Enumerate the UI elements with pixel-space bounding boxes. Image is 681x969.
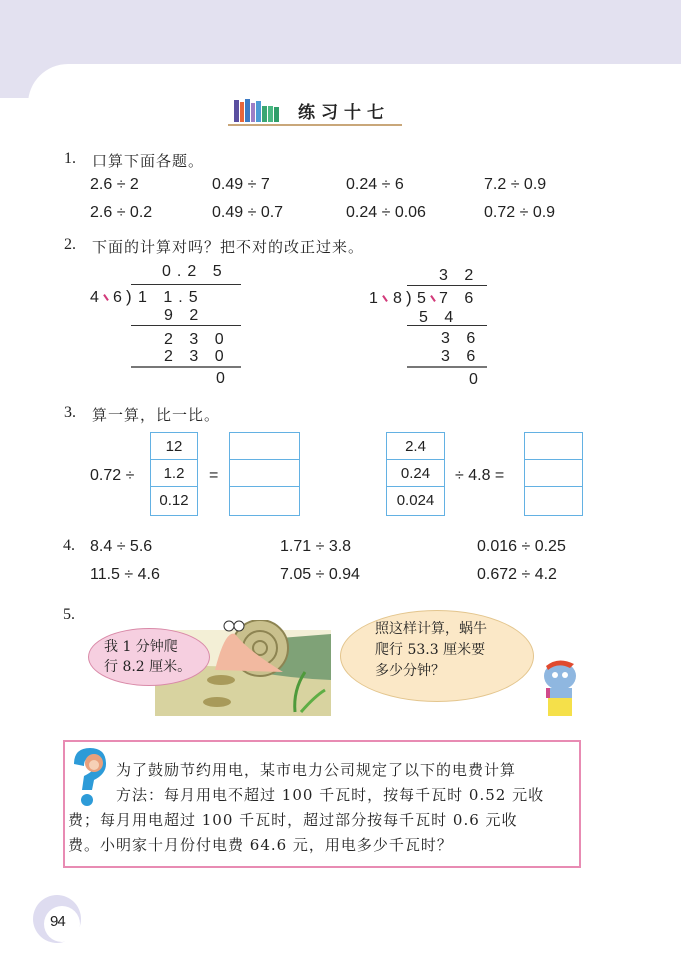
dividend-cell: 0.24 <box>387 460 444 487</box>
page-title-banner <box>228 96 402 126</box>
divisor-digit: 1 <box>369 290 378 307</box>
step: 3 6 <box>441 330 482 347</box>
q1-item: 0.24 ÷ 0.06 <box>346 204 426 221</box>
step: 2 3 0 <box>164 348 230 365</box>
step: 2 3 0 <box>164 331 230 348</box>
answer-box[interactable] <box>525 433 582 460</box>
bubble-line: 照这样计算，蜗牛 <box>375 621 487 637</box>
q3-left-divisor-stack <box>150 432 198 516</box>
q4-number: 4. <box>63 537 75 554</box>
answer-box[interactable] <box>525 487 582 514</box>
dividend: 7 6 <box>439 290 480 307</box>
divisor-cell: 0.12 <box>159 492 189 509</box>
q3-prompt: 算一算，比一比。 <box>92 406 221 424</box>
correction-mark <box>430 295 436 302</box>
dividend: 1 1.5 <box>138 289 204 306</box>
q4-item: 8.4 ÷ 5.6 <box>90 538 153 555</box>
quotient: 3 2 <box>439 267 480 284</box>
q3-right-answer-stack[interactable] <box>524 432 583 516</box>
division-bracket: ) <box>406 288 412 307</box>
q4-item: 11.5 ÷ 4.6 <box>90 566 160 583</box>
answer-box[interactable] <box>230 433 299 460</box>
step: 9 2 <box>164 307 205 324</box>
divisor-digit: 8 <box>393 290 402 307</box>
step-line <box>131 325 241 326</box>
dividend-cell: 0.024 <box>396 492 435 509</box>
step-line <box>407 366 487 368</box>
challenge-line: 费；每月用电超过 100 千瓦时，超过部分按每千瓦时 0.6 元收 <box>68 811 518 829</box>
q1-item: 7.2 ÷ 0.9 <box>484 176 547 193</box>
dividend-cell: 2.4 <box>387 433 444 460</box>
challenge-line: 为了鼓励节约用电，某市电力公司规定了以下的电费计算 <box>116 761 517 779</box>
bubble-line: 行 8.2 厘米。 <box>104 659 192 675</box>
bookshelf-icon <box>230 98 286 122</box>
challenge-line: 费。小明家十月份付电费 64.6 元，用电多少千瓦时？ <box>68 836 453 854</box>
division-bar <box>131 284 241 285</box>
bubble-line: 爬行 53.3 厘米要 <box>375 642 486 658</box>
q1-item: 0.49 ÷ 0.7 <box>212 204 284 221</box>
step: 5 4 <box>419 309 460 326</box>
divisor-cell: 1.2 <box>151 460 197 487</box>
remainder: 0 <box>216 370 231 387</box>
page-title: 练习十七 <box>298 103 390 123</box>
correction-mark <box>103 294 109 301</box>
q1-item: 2.6 ÷ 2 <box>90 176 139 193</box>
division-bar <box>407 285 487 286</box>
q1-item: 0.24 ÷ 6 <box>346 176 404 193</box>
answer-box[interactable] <box>525 460 582 487</box>
divisor-digit: 4 <box>90 289 99 306</box>
q1-item: 0.49 ÷ 7 <box>212 176 270 193</box>
divisor-digit: 6 <box>113 289 122 306</box>
q3-number: 3. <box>64 404 76 421</box>
bubble-line: 我 1 分钟爬 <box>104 639 178 655</box>
challenge-line: 方法：每月用电不超过 100 千瓦时，按每千瓦时 0.52 元收 <box>116 786 545 804</box>
q3-left-answer-stack[interactable] <box>229 432 300 516</box>
cat-character-icon <box>536 658 584 722</box>
q3-right-suffix: ÷ 4.8 = <box>455 467 505 484</box>
challenge-text <box>68 758 576 858</box>
page-number: 94 <box>50 913 65 930</box>
remainder: 0 <box>469 371 484 388</box>
q4-item: 0.672 ÷ 4.2 <box>477 566 557 583</box>
snail-speech-text <box>104 637 204 677</box>
q4-item: 7.05 ÷ 0.94 <box>280 566 360 583</box>
q3-right-dividend-stack <box>386 432 445 516</box>
division-bracket: ) <box>126 287 132 306</box>
q1-prompt: 口算下面各题。 <box>92 152 205 170</box>
q1-item: 0.72 ÷ 0.9 <box>484 204 556 221</box>
answer-box[interactable] <box>230 460 299 487</box>
q3-left-prefix: 0.72 ÷ <box>90 467 135 484</box>
divisor-cell: 12 <box>151 433 197 460</box>
q2-number: 2. <box>64 236 76 253</box>
q5-number: 5. <box>63 606 75 623</box>
step-line <box>407 325 487 326</box>
quotient: 0.2 5 <box>162 263 228 280</box>
q2-prompt: 下面的计算对吗？把不对的改正过来。 <box>92 238 365 256</box>
correction-mark <box>382 295 388 302</box>
bubble-line: 多少分钟？ <box>375 663 445 679</box>
q1-item: 2.6 ÷ 0.2 <box>90 204 153 221</box>
step: 3 6 <box>441 348 482 365</box>
q4-item: 1.71 ÷ 3.8 <box>280 538 352 555</box>
dividend-digit: 5 <box>417 290 426 307</box>
q4-item: 0.016 ÷ 0.25 <box>477 538 566 555</box>
cat-speech-text <box>375 619 525 682</box>
answer-box[interactable] <box>230 487 299 514</box>
q1-number: 1. <box>64 150 76 167</box>
step-line <box>131 366 241 368</box>
q3-left-equals: = <box>209 467 219 484</box>
